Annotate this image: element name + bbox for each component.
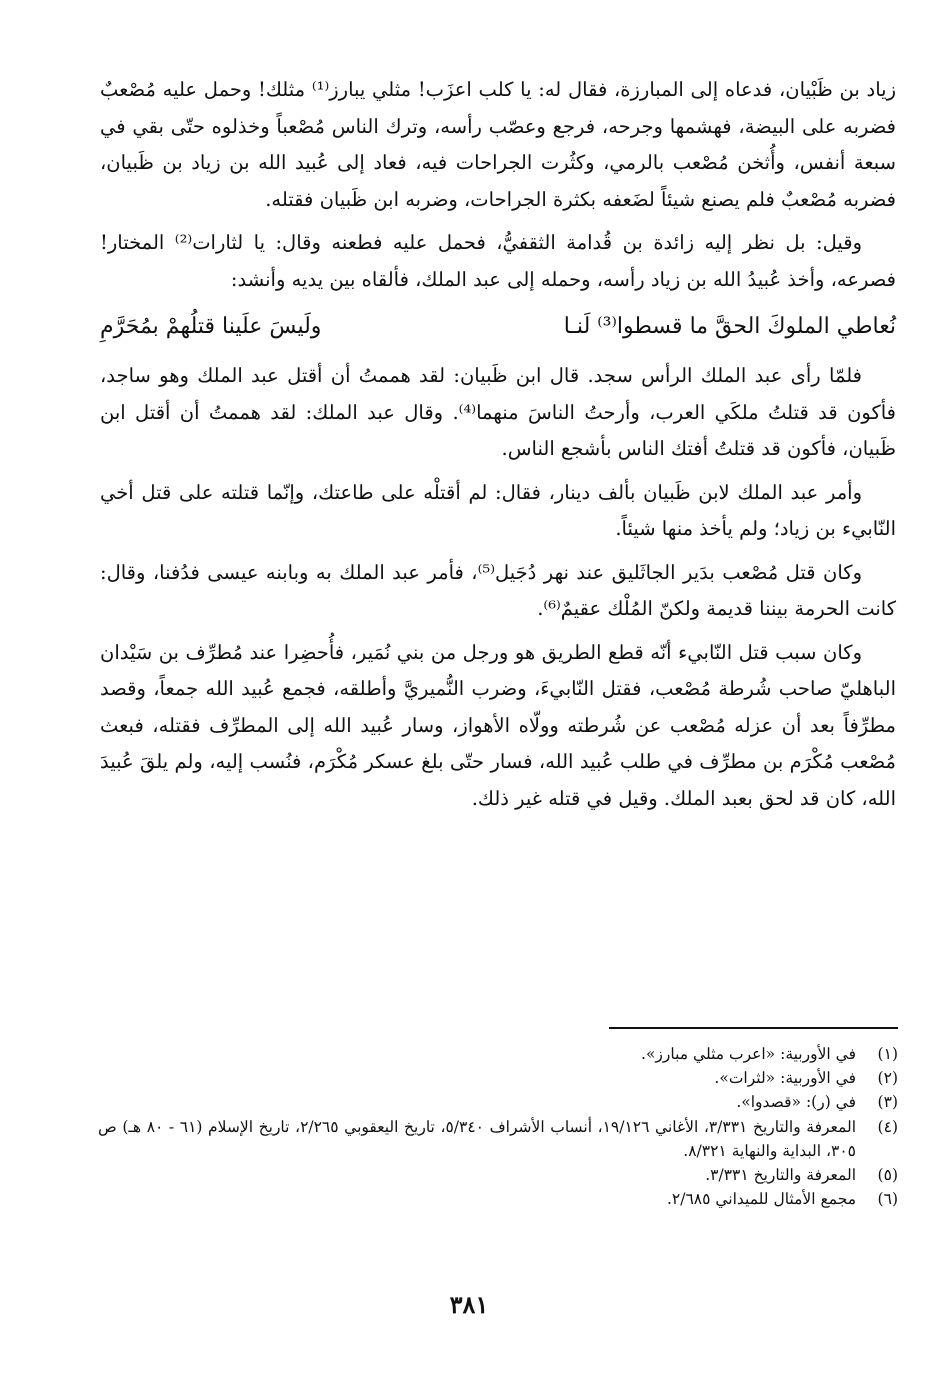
paragraph-3: فلمّا رأى عبد الملك الرأس سجد. قال ابن ظَبيان: لقد هممتُ أن أقتل عبد الملك وهو ساجد، فأكون قد قتلتُ ملكَي العرب، وأرحتُ الناسَ منهما⁽⁴⁾. وقال عبد الملك: لقد هممتُ أن أقتل ابن ظَبيان، فأكون قد قتلتُ أفتك الناس بأشجع الناس. xyxy=(100,364,897,460)
verse-first-hemistich: نُعاطي الملوكَ الحقَّ ما قسطوا⁽³⁾ لَنـا xyxy=(563,314,896,339)
footnote-text: المعرفة والتاريخ ٣/٣٣١، الأغاني ١٩/١٢٦، أنساب الأشراف ٥/٣٤٠، تاريخ اليعقوبي ٢/٢٦٥، تاريخ الإسلام (٦١ - ٨٠ هـ) ص ٣٠٥، البداية والنهاية ٨/٣٢١. xyxy=(98,1117,857,1160)
footnote-number: (١) xyxy=(877,1045,898,1063)
footnote-item xyxy=(98,1187,898,1211)
footnote-item xyxy=(98,1115,898,1163)
footnote-text: المعرفة والتاريخ ٣/٣٣١. xyxy=(705,1166,856,1185)
paragraph-6: وكان سبب قتل النّابيء أنّه قطع الطريق هو ورجل من بني نُمَير، فأُحضِرا عند مُطرِّف بن سَيْدان الباهليّ صاحب شُرطة مُصْعب، فقتل النّابيءَ، وضرب النُّميريَّ وأطلقه، فجمع عُبيد الله جمعاً، وقصد مطرِّفاً بعد أن عزله مُصْعب عن شُرطته وولّاه الأهواز، وسار عُبيد الله إلى المطرِّف فقتله، فبعث مُصْعب مُكْرَم بن مطرِّف في طلب عُبيد الله، فسار حتّى بلغ عسكر مُكْرَم، فنُسب إليه، ولم يلقَ عُبيدَ الله، كان قد لحق بعبد الملك. وقيل في قتله غير ذلك. xyxy=(100,640,896,810)
paragraph-4: وأمر عبد الملك لابن ظَبيان بألف دينار، فقال: لم أقتلْه على طاعتك، وإنّما قتلته على قتل أخي النّابيء بن زياد؛ ولم يأخذ منها شيئاً. xyxy=(100,480,896,540)
footnote-number: (٥) xyxy=(877,1166,898,1185)
footnote-item xyxy=(98,1163,898,1187)
footnote-text: في (ر): «قصدوا». xyxy=(736,1093,856,1112)
paragraph-2: وقيل: بل نظر إليه زائدة بن قُدامة الثقفيُّ، فحمل عليه فطعنه وقال: يا لثارات⁽²⁾ المختار! فصرعه، وأخذ عُبيدُ الله بن زياد رأسه، وحمله إلى عبد الملك، فألقاه بين يديه وأنشد: xyxy=(100,231,896,291)
paragraph-5: وكان قتل مُصْعب بدَير الجاثَليق عند نهر دُجَيل⁽⁵⁾، فأمر عبد الملك به وبابنه عيسى فدُفنا، وقال: كانت الحرمة بيننا قديمة ولكنّ المُلْك عقيمٌ⁽⁶⁾. xyxy=(100,560,896,620)
footnote-number: (٦) xyxy=(877,1190,898,1209)
footnote-item xyxy=(98,1042,898,1066)
page-number: ٣٨١ xyxy=(449,1290,489,1319)
footnote-number: (٤) xyxy=(877,1117,898,1136)
footnote-text: في الأوربية: «اعرب مثلي مبارز». xyxy=(641,1045,856,1063)
footnote-number: (٣) xyxy=(877,1093,898,1112)
verse-second-hemistich: ولَيسَ علَينا قتلُهمْ بمُحَرَّمِ xyxy=(100,314,322,339)
footnote-text: مجمع الأمثال للميداني ٢/٦٨٥. xyxy=(666,1190,856,1209)
footnote-item xyxy=(98,1090,898,1114)
footnote-text: في الأوربية: «لثرات». xyxy=(714,1069,856,1088)
footnote-item xyxy=(98,1066,898,1090)
footnote-separator xyxy=(609,1027,898,1029)
paragraph-1: زياد بن ظَبْيان، فدعاه إلى المبارزة، فقال له: يا كلب اعزَب! مثلي يبارز⁽¹⁾ مثلك! وحمل عليه مُصْعبٌ فضربه على البيضة، فهشمها وجرحه، فرجع وعصّب رأسه، وترك الناس مُصْعباً وخذلوه حتّى بقي في سبعة أنفس، وأُثخن مُصْعب بالرمي، وكثُرت الجراحات فيه، فعاد إلى عُبيد الله بن زياد بن ظَبيان، فضربه مُصْعبٌ فلم يصنع شيئاً لضَعفه بكثرة الجراحات، وضربه ابن ظَبيان فقتله. xyxy=(100,78,896,211)
footnotes xyxy=(98,1042,898,1211)
footnote-number: (٢) xyxy=(877,1069,898,1088)
poem-verse xyxy=(100,306,896,348)
